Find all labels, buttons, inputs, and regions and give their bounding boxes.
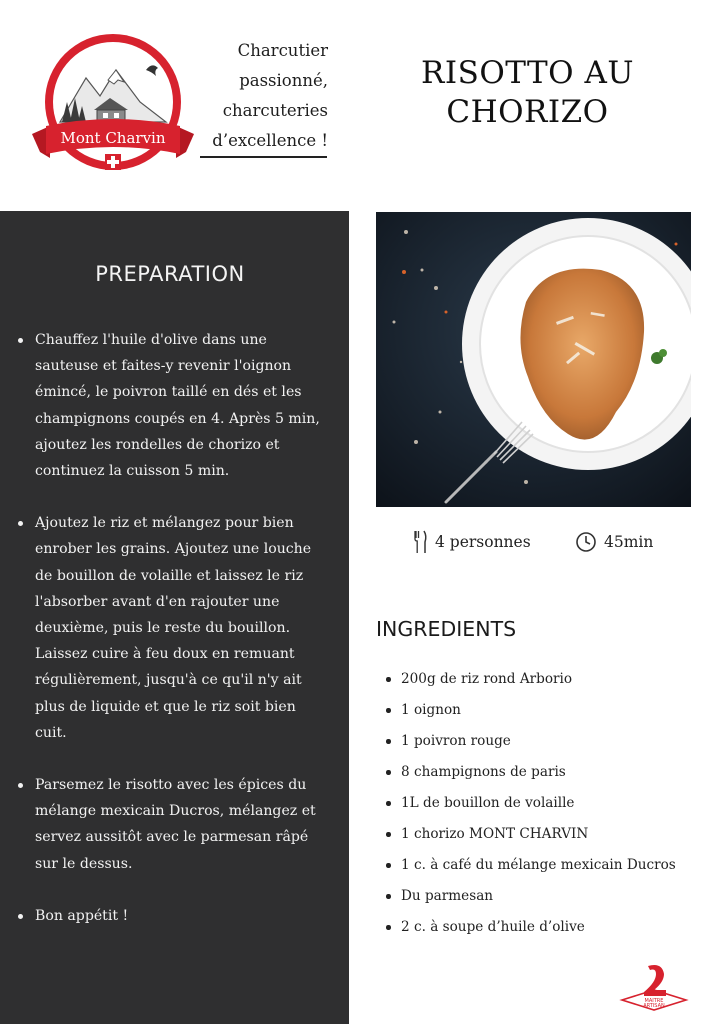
- title-line: CHORIZO: [446, 94, 609, 130]
- tagline-line: d’excellence !: [212, 131, 328, 150]
- preparation-steps: [16, 327, 331, 955]
- ingredient-item: 1 poivron rouge: [384, 726, 684, 757]
- tagline: [200, 36, 328, 156]
- badge-text: MAITRE: [644, 998, 664, 1004]
- clock-icon: [575, 531, 597, 553]
- ingredient-item: 1 oignon: [384, 695, 684, 726]
- tagline-line: passionné,: [239, 71, 328, 90]
- recipe-title: [405, 54, 650, 132]
- ingredient-item: 2 c. à soupe d’huile d’olive: [384, 912, 684, 943]
- time-info: [575, 528, 653, 556]
- badge-text: ARTISAN: [643, 1003, 665, 1009]
- tagline-divider: [200, 156, 327, 158]
- tagline-line: charcuteries: [222, 101, 328, 120]
- risotto-photo: [376, 212, 691, 507]
- ingredient-item: 1 c. à café du mélange mexicain Ducros: [384, 850, 684, 881]
- ingredient-item: 1L de bouillon de volaille: [384, 788, 684, 819]
- ingredient-item: 200g de riz rond Arborio: [384, 664, 684, 695]
- ingredient-item: 8 champignons de paris: [384, 757, 684, 788]
- ingredient-item: Du parmesan: [384, 881, 684, 912]
- preparation-panel: [0, 211, 349, 1024]
- cutlery-icon: [414, 530, 428, 554]
- ingredient-item: 1 chorizo MONT CHARVIN: [384, 819, 684, 850]
- mont-charvin-logo: [28, 30, 198, 180]
- title-line: RISOTTO AU: [421, 55, 634, 91]
- time-text: 45min: [604, 533, 654, 551]
- tagline-line: Charcutier: [237, 41, 328, 60]
- maitre-artisan-badge: [618, 962, 690, 1012]
- preparation-step: Parsemez le risotto avec les épices du mélange mexicain Ducros, mélangez et servez aussitôt avec le parmesan râpé sur le dessus.: [16, 772, 331, 877]
- ingredients-title: INGREDIENTS: [376, 617, 517, 641]
- preparation-step: Ajoutez le riz et mélangez pour bien enrober les grains. Ajoutez une louche de bouillon de volaille et laissez le riz l'absorber avant d'en rajouter une deuxième, puis le reste du bouillon. Laissez cuire à feu doux en remuant régulièrement, jusqu'à ce qu'il n'y ait plus de liquide et que le riz soit bien cuit.: [16, 510, 331, 746]
- logo-brand-text: Mont Charvin: [60, 129, 166, 147]
- preparation-step: Bon appétit !: [16, 903, 331, 929]
- ingredients-list: [384, 664, 684, 943]
- preparation-step: Chauffez l'huile d'olive dans une sauteuse et faites-y revenir l'oignon émincé, le poivron taillé en dés et les champignons coupés en 4. Après 5 min, ajoutez les rondelles de chorizo et continuez la cuisson 5 min.: [16, 327, 331, 484]
- servings-info: [414, 528, 531, 556]
- servings-text: 4 personnes: [435, 533, 531, 551]
- preparation-title: PREPARATION: [95, 262, 245, 286]
